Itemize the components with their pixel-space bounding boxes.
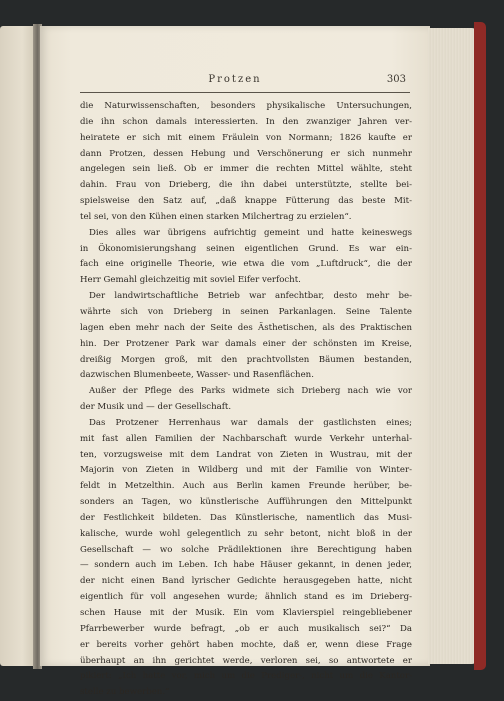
body-text — [80, 99, 412, 701]
text-line: Der landwirtschaftliche Betrieb war anfechtbar, desto mehr be- — [89, 291, 412, 302]
page-block-edges — [428, 28, 476, 664]
text-line: Pfarrbewerber wurde befragt, „ob er auch musikalisch sei?“ Da — [80, 623, 412, 634]
page-number: 303 — [386, 74, 406, 85]
text-line: der Musik und — der Gesellschaft. — [80, 402, 232, 413]
text-line: pikiert: „Ich hatte vor, mich um die Prediger-, nicht um die Kantor- — [80, 671, 412, 682]
text-line: stelle zu bewerben.“ — [80, 687, 170, 698]
text-line: fach eine originelle Theorie, wie etwa die vom „Luftdruck“, die der — [80, 259, 412, 270]
text-line: dann Protzen, dessen Hebung und Verschönerung er sich nunmehr — [80, 148, 412, 159]
text-line: dahin. Frau von Drieberg, die ihn dabei unterstützte, stellte bei- — [80, 180, 412, 191]
text-line: — sondern auch im Leben. Ich habe Häuser gekannt, in denen jeder, — [80, 560, 412, 571]
text-line: schen Hause mit der Musik. Ein vom Klavierspiel reingebliebener — [80, 608, 412, 618]
text-line: lagen eben mehr nach der Seite des Ästhetischen, als des Praktischen — [80, 322, 412, 333]
text-line: die Naturwissenschaften, besonders physikalische Untersuchungen, — [80, 101, 412, 111]
text-line: der Festlichkeit bildeten. Das Künstlerische, namentlich das Musi- — [80, 512, 412, 523]
text-line: sonders an Tagen, wo künstlerische Aufführungen den Mittelpunkt — [80, 497, 412, 508]
text-line: heiratete er sich mit einem Fräulein von Normann; 1826 kaufte er — [80, 132, 412, 143]
text-line: Majorin von Zieten in Wildberg und mit der Familie von Winter- — [80, 465, 412, 476]
text-line: Außer der Pflege des Parks widmete sich Drieberg nach wie vor — [89, 386, 412, 397]
text-line: spielsweise den Satz auf, „daß knappe Fütterung das beste Mit- — [80, 196, 412, 207]
book-cover-edge — [474, 22, 486, 670]
text-line: Gesellschaft — wo solche Prädilektionen ihre Berechtigung haben — [80, 544, 412, 555]
text-line: kalische, wurde wohl gelegentlich zu sehr betont, nicht bloß in der — [80, 528, 412, 539]
text-line: in Ökonomisierungshang seinen eigentlichen Grund. Es war ein- — [80, 243, 412, 254]
text-line: Dies alles war übrigens aufrichtig gemeint und hatte keineswegs — [89, 227, 412, 238]
text-line: feldt in Metzelthin. Auch aus Berlin kamen Freunde herüber, be- — [80, 481, 412, 492]
left-page-edge — [0, 26, 37, 666]
text-line: angelegen sein ließ. Ob er immer die rechten Mittel wählte, steht — [80, 164, 412, 175]
page-header — [40, 74, 430, 90]
text-line: er bereits vorher gehört haben mochte, daß er, wenn diese Frage — [80, 639, 412, 650]
text-line: überhaupt an ihn gerichtet werde, verloren sei, so antwortete er — [80, 655, 412, 666]
text-line: hin. Der Protzener Park war damals einer der schönsten im Kreise, — [80, 338, 412, 349]
text-line: währte sich von Drieberg in seinen Parkanlagen. Seine Talente — [80, 306, 412, 317]
text-line: mit fast allen Familien der Nachbarschaft wurde Verkehr unterhal- — [80, 433, 412, 444]
running-head: Protzen — [208, 74, 262, 85]
text-line: dazwischen Blumenbeete, Wasser- und Rasenflächen. — [80, 370, 314, 381]
text-line: dreißig Morgen groß, mit den prachtvollsten Bäumen bestanden, — [80, 354, 412, 365]
text-line: eigentlich für voll angesehen wurde; ähnlich stand es im Drieberg- — [80, 592, 412, 603]
text-line: tel sei, von den Kühen einen starken Milchertrag zu erzielen“. — [80, 211, 352, 222]
header-rule — [80, 92, 410, 93]
text-line: ten, vorzugsweise mit dem Landrat von Zieten in Wustrau, mit der — [80, 449, 412, 460]
text-line: die ihn schon damals interessierten. In den zwanziger Jahren ver- — [80, 116, 412, 127]
text-line: der nicht einen Band lyrischer Gedichte herausgegeben hatte, nicht — [80, 576, 412, 587]
text-line: Das Protzener Herrenhaus war damals der gastlichsten eines; — [89, 417, 412, 428]
text-line: Herr Gemahl gleichzeitig mit soviel Eifer verfocht. — [80, 275, 301, 286]
